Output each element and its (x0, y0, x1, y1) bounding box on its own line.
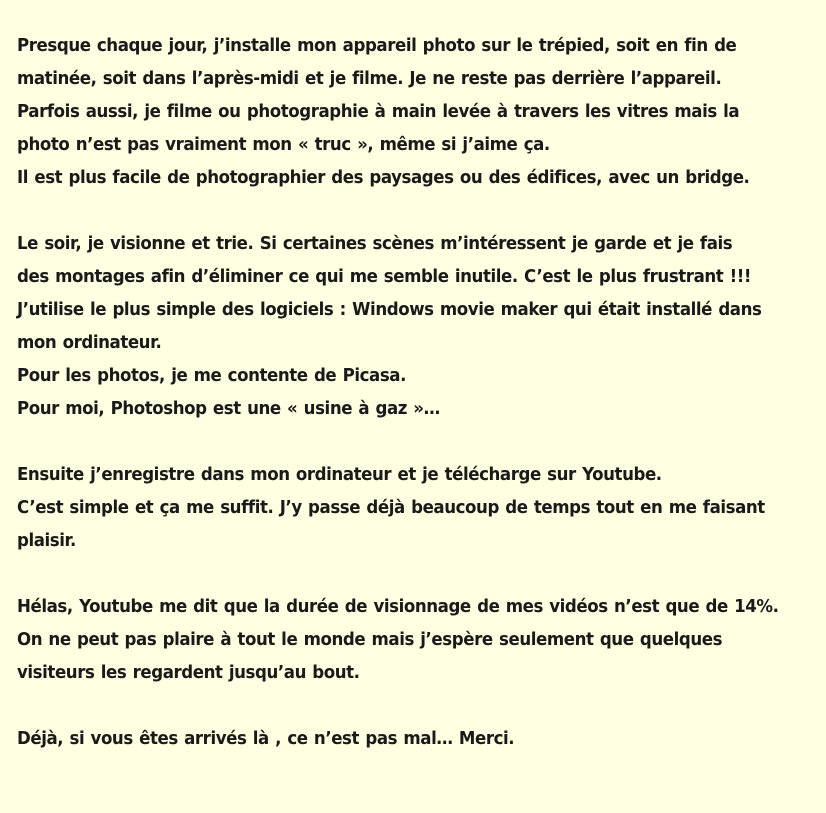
paragraph-4 (17, 591, 816, 690)
paragraph-2 (17, 228, 816, 426)
text-line: On ne peut pas plaire à tout le monde mais j’espère seulement que quelques (17, 630, 723, 650)
text-line: visiteurs les regardent jusqu’au bout. (17, 663, 360, 683)
text-line: des montages afin d’éliminer ce qui me semble inutile. C’est le plus frustrant !!! (17, 267, 752, 287)
paragraph-1 (17, 30, 816, 195)
text-line: Parfois aussi, je filme ou photographie à main levée à travers les vitres mais la (17, 102, 740, 122)
paragraph-5 (17, 723, 816, 756)
text-line: plaisir. (17, 531, 76, 551)
text-line: Il est plus facile de photographier des paysages ou des édifices, avec un bridge. (17, 168, 750, 188)
text-line: J’utilise le plus simple des logiciels : Windows movie maker qui était installé dans (17, 300, 762, 320)
text-line: Ensuite j’enregistre dans mon ordinateur et je télécharge sur Youtube. (17, 465, 662, 485)
text-line: photo n’est pas vraiment mon « truc », même si j’aime ça. (17, 135, 550, 155)
paragraph-3 (17, 459, 816, 558)
text-line: Déjà, si vous êtes arrivés là , ce n’est pas mal… Merci. (17, 729, 515, 749)
text-line: Le soir, je visionne et trie. Si certaines scènes m’intéressent je garde et je fais (17, 234, 733, 254)
text-line: Pour les photos, je me contente de Picasa. (17, 366, 406, 386)
text-line: Pour moi, Photoshop est une « usine à gaz »… (17, 399, 440, 419)
text-line: mon ordinateur. (17, 333, 162, 353)
text-line: Presque chaque jour, j’installe mon appareil photo sur le trépied, soit en fin de (17, 36, 737, 56)
text-line: matinée, soit dans l’après-midi et je filme. Je ne reste pas derrière l’appareil. (17, 69, 722, 89)
text-line: Hélas, Youtube me dit que la durée de visionnage de mes vidéos n’est que de 14%. (17, 597, 779, 617)
text-line: C’est simple et ça me suffit. J’y passe déjà beaucoup de temps tout en me faisant (17, 498, 765, 518)
